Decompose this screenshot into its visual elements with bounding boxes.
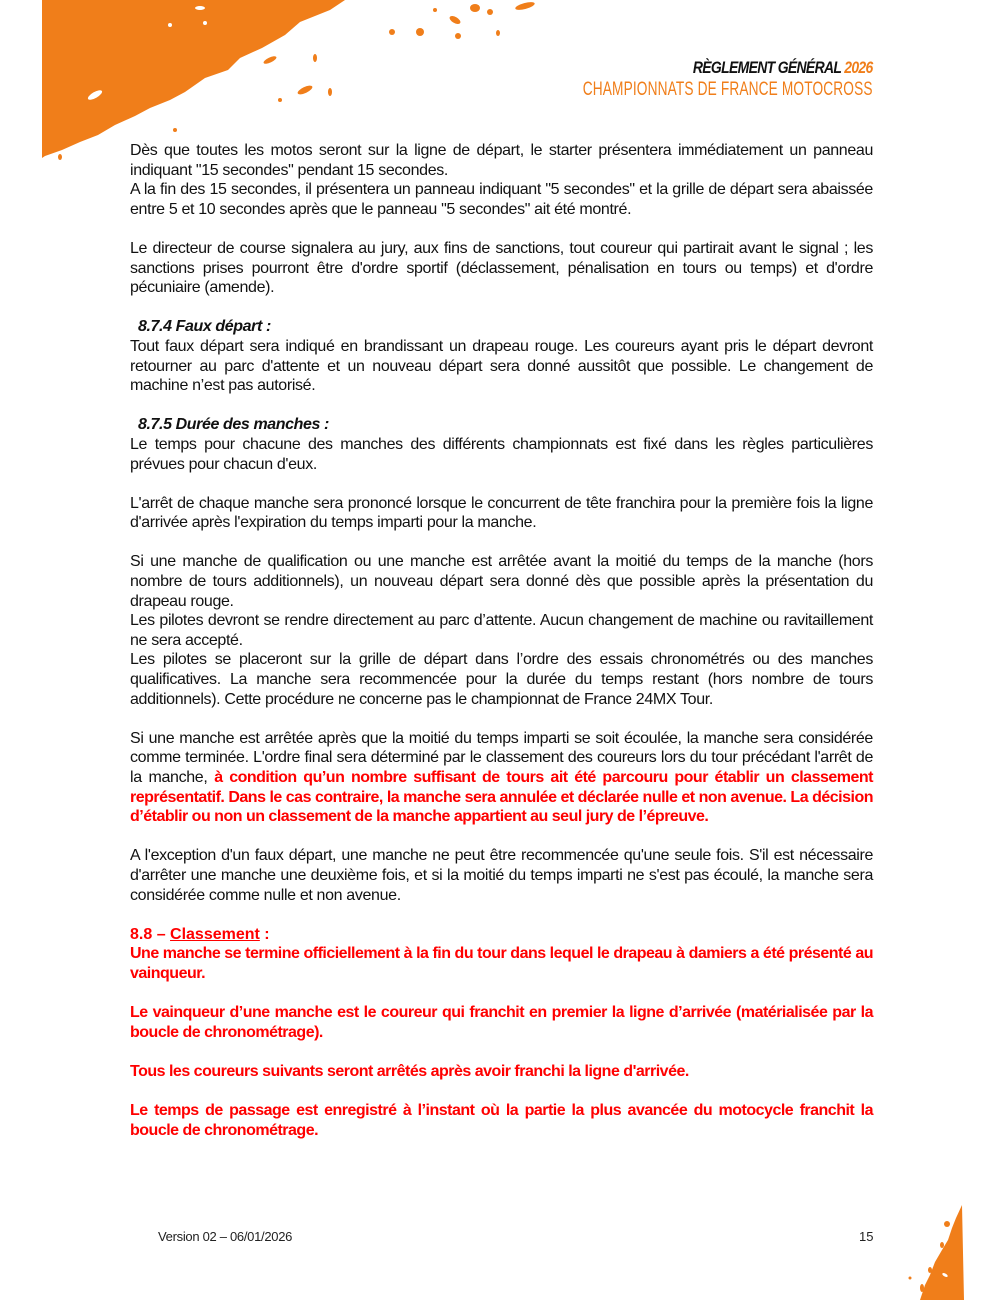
heading-number: 8.8 – bbox=[130, 925, 171, 943]
section-heading-8-8 bbox=[130, 925, 873, 945]
highlighted-paragraph: Une manche se termine officiellement à la fin du tour dans lequel le drapeau à damiers a été présenté au vainqueur. bbox=[130, 945, 873, 982]
document-body bbox=[130, 141, 873, 1140]
spacer bbox=[130, 298, 873, 318]
paragraph: Tout faux départ sera indiqué en brandissant un drapeau rouge. Les coureurs ayant pris le départ devront retourner au parc d'attente et un nouveau départ sera donné aussitôt que possible. Le changement de machine n’est pas autorisé. bbox=[130, 337, 873, 395]
spacer bbox=[130, 396, 873, 416]
paragraph: Le temps pour chacune des manches des différents championnats est fixé dans les règles particulières prévues pour chacun d'eux. bbox=[130, 435, 873, 473]
highlighted-paragraph: Le vainqueur d’une manche est le coureur qui franchit en premier la ligne d’arrivée (matérialisée par la boucle de chronométrage). bbox=[130, 1004, 873, 1041]
spacer bbox=[130, 709, 873, 729]
spacer bbox=[130, 984, 873, 1004]
spacer bbox=[130, 1082, 873, 1102]
paragraph: A l'exception d'un faux départ, une manche ne peut être recommencée qu'une seule fois. S'il est nécessaire d'arrêter une manche une deuxième fois, et si la moitié du temps imparti ne s'est pas écoulé, la manche sera considérée comme nulle et non avenue. bbox=[130, 847, 873, 904]
highlighted-paragraph: Le temps de passage est enregistré à l’instant où la partie la plus avancée du motocycle franchit la boucle de chronométrage. bbox=[130, 1102, 873, 1139]
spacer bbox=[130, 1042, 873, 1062]
highlighted-paragraph: Tous les coureurs suivants seront arrêtés après avoir franchi la ligne d'arrivée. bbox=[130, 1062, 689, 1080]
paragraph: A la fin des 15 secondes, il présentera un panneau indiquant "5 secondes" et la grille de départ sera abaissée entre 5 et 10 secondes après que le panneau "5 secondes" ait été montré. bbox=[130, 181, 873, 218]
paragraph: Les pilotes devront se rendre directement au parc d’attente. Aucun changement de machine ou ravitaillement ne sera accepté. bbox=[130, 612, 873, 649]
paragraph: Si une manche de qualification ou une manche est arrêtée avant la moitié du temps de la manche (hors nombre de tours additionnels), un nouveau départ sera donné dès que possible après la présentation du drapeau rouge. bbox=[130, 553, 873, 610]
orange-splash-decoration-bottom bbox=[900, 1200, 1005, 1300]
paragraph: L'arrêt de chaque manche sera prononcé lorsque le concurrent de tête franchira pour la première fois la ligne d'arrivée après l'expiration du temps imparti pour la manche. bbox=[130, 494, 873, 532]
paragraph-mixed bbox=[130, 729, 873, 827]
spacer bbox=[130, 533, 873, 553]
paragraph: Les pilotes se placeront sur la grille de départ dans l’ordre des essais chronométrés ou des manches qualificatives. La manche sera recommencée pour la durée du temps restant (hors nombre de tours additionnels). Cette procédure ne concerne pas le championnat de France 24MX Tour. bbox=[130, 651, 873, 708]
document-header bbox=[470, 58, 873, 101]
paragraph-text: Si une manche est arrêtée après que la moitié du temps imparti se soit écoulée, la manche sera considérée comme terminée. L'ordre final sera déterminé par le classement des coureurs lors du tour précédant l'arrêt de la manche, bbox=[130, 729, 873, 786]
section-heading-8-7-4: 8.7.4 Faux départ : bbox=[138, 318, 271, 336]
spacer bbox=[130, 474, 873, 494]
header-title-text: RÈGLEMENT GÉNÉRAL bbox=[693, 58, 842, 77]
heading-suffix: : bbox=[259, 925, 270, 943]
paragraph: Dès que toutes les motos seront sur la ligne de départ, le starter présentera immédiatement un panneau indiquant "15 secondes" pendant 15 secondes. bbox=[130, 142, 873, 179]
header-subtitle: CHAMPIONNATS DE FRANCE MOTOCROSS bbox=[583, 79, 873, 100]
spacer bbox=[130, 219, 873, 239]
section-heading-8-7-5: 8.7.5 Durée des manches : bbox=[138, 416, 329, 434]
highlighted-text: à condition qu’un nombre suffisant de tours ait été parcouru pour établir un classement représentatif. Dans le cas contraire, la manche sera annulée et déclarée nulle et non avenue. La décision d’établir ou non un classement de la manche appartient au seul jury de l’épreuve. bbox=[130, 769, 873, 826]
footer-version: Version 02 – 06/01/2026 bbox=[158, 1229, 293, 1244]
header-year: 2026 bbox=[844, 58, 873, 77]
header-title bbox=[543, 58, 873, 77]
page-number: 15 bbox=[859, 1229, 874, 1244]
spacer bbox=[130, 827, 873, 847]
heading-title: Classement bbox=[170, 925, 260, 943]
spacer bbox=[130, 905, 873, 925]
paragraph: Le directeur de course signalera au jury, aux fins de sanctions, tout coureur qui partirait avant le signal ; les sanctions prises pourront être d'ordre sportif (déclassement, pénalisation en tours ou temps) et d'ordre pécuniaire (amende). bbox=[130, 239, 873, 297]
